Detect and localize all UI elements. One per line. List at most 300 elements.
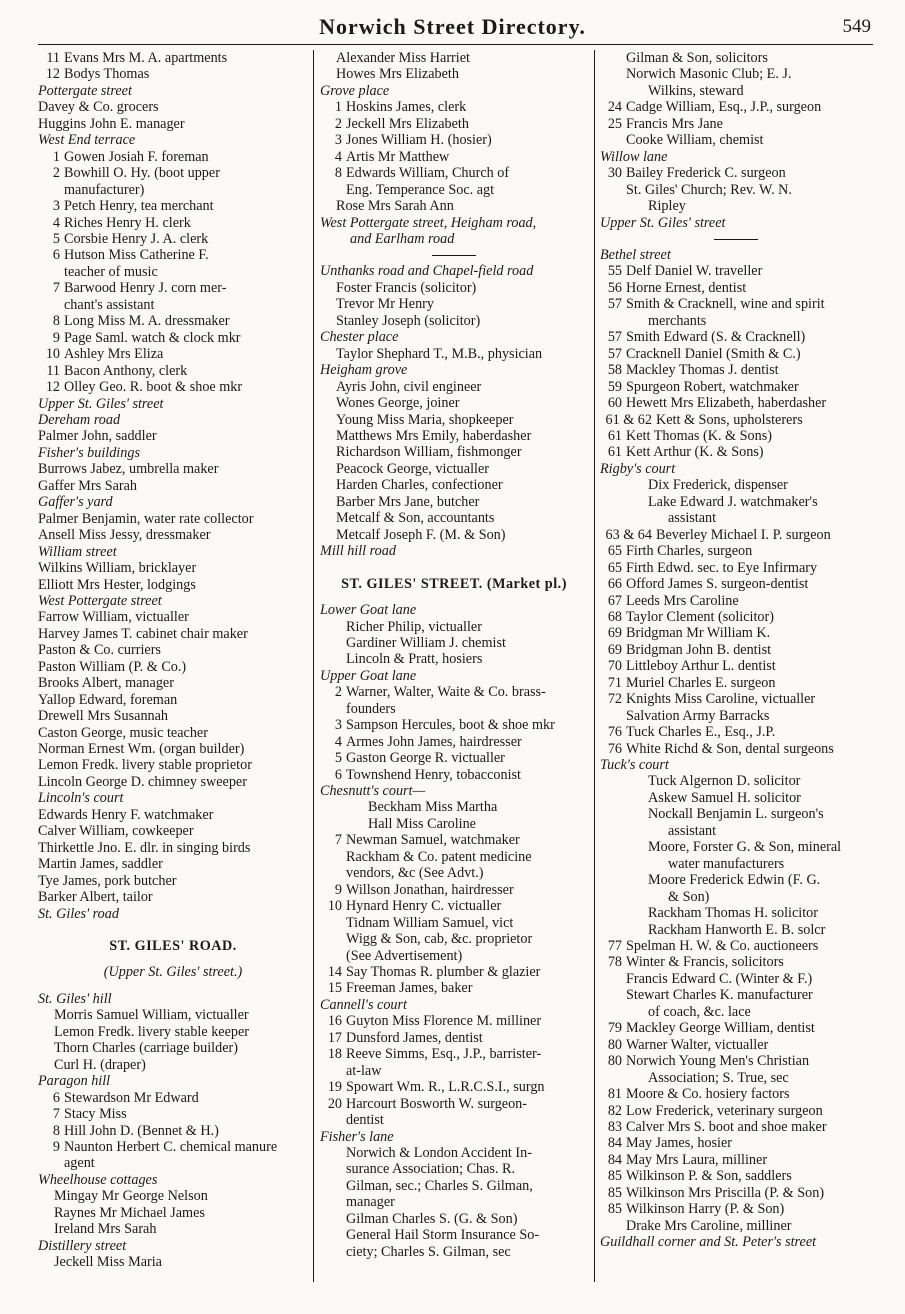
directory-entry xyxy=(600,1086,872,1102)
directory-entry: Edwards Henry F. watchmaker xyxy=(38,806,214,823)
house-number: 8 xyxy=(334,165,342,182)
entry-text: Bailey Frederick C. surgeon xyxy=(626,165,786,182)
directory-entry xyxy=(600,1135,872,1151)
directory-entry xyxy=(320,832,588,848)
directory-entry: Raynes Mr Michael James xyxy=(54,1204,205,1221)
house-number: 9 xyxy=(334,881,342,898)
street-heading: Dereham road xyxy=(38,411,121,428)
page-title: Norwich Street Directory. xyxy=(319,14,586,39)
directory-entry: Stewart Charles K. manufacturer xyxy=(626,987,813,1004)
street-heading: Distillery street xyxy=(38,1237,127,1254)
directory-entry: Palmer Benjamin, water rate collector xyxy=(38,510,254,527)
street-heading: Cannell's court xyxy=(320,996,407,1013)
directory-entry xyxy=(320,750,588,766)
directory-entry: Calver William, cowkeeper xyxy=(38,823,194,840)
house-number: 2 xyxy=(334,115,342,132)
directory-entry xyxy=(320,882,588,898)
house-number: 30 xyxy=(607,165,622,182)
directory-entry: Beckham Miss Martha xyxy=(368,799,498,816)
street-heading: Gaffer's yard xyxy=(38,494,113,511)
entry-text: Reeve Simms, Esq., J.P., barrister- xyxy=(346,1046,542,1063)
house-number: 6 xyxy=(52,1089,60,1106)
house-number: 84 xyxy=(607,1151,622,1168)
street-heading: St. Giles' road xyxy=(38,905,119,922)
house-number: 1 xyxy=(334,99,342,116)
entry-text: Petch Henry, tea merchant xyxy=(64,198,214,215)
house-number: 72 xyxy=(607,691,622,708)
section-rule xyxy=(320,247,588,263)
directory-entry: Stanley Joseph (solicitor) xyxy=(336,312,481,329)
directory-entry: assistant xyxy=(668,510,717,527)
directory-entry xyxy=(600,691,872,707)
directory-entry xyxy=(600,625,872,641)
entry-text: Offord James S. surgeon-dentist xyxy=(626,576,809,593)
entry-text: Smith Edward (S. & Cracknell) xyxy=(626,329,806,346)
directory-entry: Wones George, joiner xyxy=(336,395,460,412)
house-number: 2 xyxy=(334,684,342,701)
directory-entry xyxy=(600,280,872,296)
directory-entry: Rackham & Co. patent medicine xyxy=(346,848,532,865)
spacer xyxy=(320,560,588,576)
column-divider xyxy=(594,50,595,1282)
directory-entry: Ireland Mrs Sarah xyxy=(54,1221,157,1238)
directory-entry xyxy=(600,658,872,674)
street-heading: St. Giles' hill xyxy=(38,990,112,1007)
entry-text: Taylor Clement (solicitor) xyxy=(626,608,774,625)
directory-entry: Association; S. True, sec xyxy=(648,1069,789,1086)
directory-entry: Drake Mrs Caroline, milliner xyxy=(626,1217,792,1234)
directory-entry xyxy=(600,527,872,543)
house-number: 80 xyxy=(607,1053,622,1070)
directory-entry: Harvey James T. cabinet chair maker xyxy=(38,625,248,642)
entry-text: Armes John James, hairdresser xyxy=(346,733,522,750)
house-number: 7 xyxy=(52,280,60,297)
directory-entry: Norman Ernest Wm. (organ builder) xyxy=(38,741,245,758)
entry-text: Winter & Francis, solicitors xyxy=(626,954,784,971)
directory-entry xyxy=(38,149,308,165)
entry-text: Horne Ernest, dentist xyxy=(626,279,747,296)
house-number: 68 xyxy=(607,608,622,625)
directory-entry xyxy=(600,609,872,625)
street-heading: William street xyxy=(38,543,117,560)
directory-entry: at-law xyxy=(346,1062,382,1079)
directory-entry: agent xyxy=(64,1155,95,1172)
house-number: 82 xyxy=(607,1102,622,1119)
house-number: 3 xyxy=(52,198,60,215)
house-number: 25 xyxy=(607,115,622,132)
street-heading: and Earlham road xyxy=(350,230,455,247)
entry-text: Page Saml. watch & clock mkr xyxy=(64,329,241,346)
directory-entry xyxy=(38,50,308,66)
directory-entry: Rackham Thomas H. solicitor xyxy=(648,905,818,922)
directory-entry: Rose Mrs Sarah Ann xyxy=(336,198,454,215)
directory-entry xyxy=(600,1037,872,1053)
house-number: 85 xyxy=(607,1201,622,1218)
directory-entry: Tuck Algernon D. solicitor xyxy=(648,773,801,790)
house-number: 65 xyxy=(607,559,622,576)
directory-entry xyxy=(38,363,308,379)
street-heading: Heigham grove xyxy=(320,362,408,379)
entry-text: Guyton Miss Florence M. milliner xyxy=(346,1013,542,1030)
house-number: 5 xyxy=(334,750,342,767)
house-number: 61 xyxy=(607,444,622,461)
directory-entry xyxy=(38,346,308,362)
house-number: 66 xyxy=(607,576,622,593)
directory-entry: Hall Miss Caroline xyxy=(368,815,476,832)
entry-text: Long Miss M. A. dressmaker xyxy=(64,313,230,330)
directory-entry xyxy=(600,379,872,395)
directory-entry: merchants xyxy=(648,312,707,329)
spacer xyxy=(38,922,308,938)
directory-entry: Gilman & Son, solicitors xyxy=(626,50,768,66)
house-number: 69 xyxy=(607,641,622,658)
house-number: 9 xyxy=(52,1139,60,1155)
house-number: 58 xyxy=(607,362,622,379)
section-heading: ST. GILES' ROAD. xyxy=(109,938,237,955)
directory-entry: chant's assistant xyxy=(64,296,155,313)
entry-text: Kett Thomas (K. & Sons) xyxy=(626,427,772,444)
house-number: 77 xyxy=(607,938,622,955)
directory-entry xyxy=(320,767,588,783)
entry-text: Say Thomas R. plumber & glazier xyxy=(346,964,541,981)
entry-text: Newman Samuel, watchmaker xyxy=(346,832,520,849)
directory-entry xyxy=(600,724,872,740)
directory-entry: Wigg & Son, cab, &c. proprietor xyxy=(346,931,533,948)
directory-entry: Wilkins, steward xyxy=(648,82,744,99)
directory-entry xyxy=(38,1090,308,1106)
directory-entry: Palmer John, saddler xyxy=(38,428,157,445)
entry-text: Barwood Henry J. corn mer- xyxy=(64,280,227,297)
directory-entry xyxy=(320,165,588,181)
entry-text: Bridgman John B. dentist xyxy=(626,641,772,658)
directory-entry xyxy=(600,1119,872,1135)
street-heading: West Pottergate street, Heigham road, xyxy=(320,214,537,231)
entry-text: Moore & Co. hosiery factors xyxy=(626,1086,790,1103)
entry-text: Cadge William, Esq., J.P., surgeon xyxy=(626,99,822,116)
house-number: 12 xyxy=(45,379,60,396)
entry-text: Mackley Thomas J. dentist xyxy=(626,362,779,379)
directory-entry: Nockall Benjamin L. surgeon's xyxy=(648,806,824,823)
house-number: 63 & 64 xyxy=(605,526,652,543)
street-heading: Chester place xyxy=(320,329,399,346)
directory-entry: Lincoln & Pratt, hosiers xyxy=(346,651,483,668)
directory-entry xyxy=(600,741,872,757)
directory-entry: Brooks Albert, manager xyxy=(38,675,174,692)
directory-entry xyxy=(600,116,872,132)
spacer xyxy=(38,981,308,991)
directory-column-1 xyxy=(38,50,308,1310)
directory-entry: Elliott Mrs Hester, lodgings xyxy=(38,576,196,593)
house-number: 12 xyxy=(45,66,60,83)
directory-entry xyxy=(600,1152,872,1168)
house-number: 83 xyxy=(607,1119,622,1135)
directory-entry xyxy=(320,964,588,980)
directory-entry: Davey & Co. grocers xyxy=(38,99,159,116)
directory-entry xyxy=(320,132,588,148)
directory-entry: Martin James, saddler xyxy=(38,856,163,873)
street-heading: Grove place xyxy=(320,82,390,99)
directory-entry xyxy=(600,296,872,312)
entry-text: Dunsford James, dentist xyxy=(346,1029,483,1046)
directory-column-2 xyxy=(320,50,588,1310)
entry-text: Bacon Anthony, clerk xyxy=(64,362,188,379)
directory-entry: Harden Charles, confectioner xyxy=(336,477,503,494)
entry-text: Delf Daniel W. traveller xyxy=(626,263,763,280)
directory-entry xyxy=(38,247,308,263)
house-number: 6 xyxy=(334,766,342,783)
directory-entry xyxy=(600,1185,872,1201)
entry-text: Low Frederick, veterinary surgeon xyxy=(626,1102,823,1119)
entry-text: Hill John D. (Bennet & H.) xyxy=(64,1122,219,1139)
house-number: 67 xyxy=(607,592,622,609)
directory-entry: Ayris John, civil engineer xyxy=(336,378,482,395)
entry-text: Cracknell Daniel (Smith & C.) xyxy=(626,345,801,362)
page-header xyxy=(0,0,905,46)
directory-entry xyxy=(600,362,872,378)
street-heading: Unthanks road and Chapel-field road xyxy=(320,263,534,280)
street-heading: Pottergate street xyxy=(38,82,132,99)
house-number: 3 xyxy=(334,717,342,734)
entry-text: Hutson Miss Catherine F. xyxy=(64,247,209,264)
directory-entry xyxy=(600,560,872,576)
entry-text: Edwards William, Church of xyxy=(346,165,510,182)
house-number: 5 xyxy=(52,230,60,247)
entry-text: Stacy Miss xyxy=(64,1106,127,1123)
directory-entry: Tidnam William Samuel, vict xyxy=(346,914,514,931)
directory-entry xyxy=(600,1020,872,1036)
spacer xyxy=(320,592,588,602)
house-number: 4 xyxy=(52,214,60,231)
directory-entry xyxy=(38,165,308,181)
directory-entry: Paston William (P. & Co.) xyxy=(38,658,187,675)
entry-text: Evans Mrs M. A. apartments xyxy=(64,50,228,66)
entry-text: Hoskins James, clerk xyxy=(346,99,467,116)
house-number: 57 xyxy=(607,329,622,346)
directory-entry xyxy=(38,215,308,231)
directory-entry: Norwich Masonic Club; E. J. xyxy=(626,66,792,83)
house-number: 8 xyxy=(52,313,60,330)
directory-entry: Cooke William, chemist xyxy=(626,132,764,149)
section-heading: ST. GILES' STREET. (Market pl.) xyxy=(341,575,567,592)
house-number: 20 xyxy=(327,1095,342,1112)
house-number: 57 xyxy=(607,296,622,313)
directory-entry: surance Association; Chas. R. xyxy=(346,1161,516,1178)
entry-text: Townshend Henry, tobacconist xyxy=(346,766,521,783)
house-number: 78 xyxy=(607,954,622,971)
house-number: 16 xyxy=(327,1013,342,1030)
street-heading: Paragon hill xyxy=(38,1073,111,1090)
directory-entry: Lake Edward J. watchmaker's xyxy=(648,493,818,510)
house-number: 61 & 62 xyxy=(605,411,652,428)
directory-entry xyxy=(600,263,872,279)
house-number: 69 xyxy=(607,625,622,642)
directory-entry xyxy=(600,642,872,658)
section-subheading: (Upper St. Giles' street.) xyxy=(103,964,243,981)
directory-entry: Drewell Mrs Susannah xyxy=(38,708,169,725)
house-number: 11 xyxy=(46,362,60,379)
directory-entry: Huggins John E. manager xyxy=(38,115,185,132)
entry-text: Stewardson Mr Edward xyxy=(64,1089,199,1106)
directory-entry xyxy=(600,99,872,115)
directory-entry xyxy=(600,938,872,954)
entry-text: Spelman H. W. & Co. auctioneers xyxy=(626,938,819,955)
directory-entry: Foster Francis (solicitor) xyxy=(336,279,477,296)
entry-text: Bodys Thomas xyxy=(64,66,150,83)
directory-entry xyxy=(320,1046,588,1062)
entry-text: Calver Mrs S. boot and shoe maker xyxy=(626,1119,827,1135)
directory-entry xyxy=(38,66,308,82)
directory-entry: Caston George, music teacher xyxy=(38,724,208,741)
entry-text: Freeman James, baker xyxy=(346,980,473,997)
street-heading: Wheelhouse cottages xyxy=(38,1171,158,1188)
entry-text: Wilkinson P. & Son, saddlers xyxy=(626,1168,792,1185)
entry-text: Wilkinson Mrs Priscilla (P. & Son) xyxy=(626,1184,825,1201)
house-number: 81 xyxy=(607,1086,622,1103)
directory-entry xyxy=(320,149,588,165)
street-heading: Fisher's buildings xyxy=(38,444,140,461)
entry-text: Firth Edwd. sec. to Eye Infirmary xyxy=(626,559,818,576)
entry-text: Wilkinson Harry (P. & Son) xyxy=(626,1201,785,1218)
entry-text: Olley Geo. R. boot & shoe mkr xyxy=(64,379,243,396)
directory-entry: Tye James, pork butcher xyxy=(38,872,177,889)
house-number: 84 xyxy=(607,1135,622,1152)
directory-entry: ciety; Charles S. Gilman, sec xyxy=(346,1243,511,1260)
entry-text: Spurgeon Robert, watchmaker xyxy=(626,378,799,395)
directory-entry: of coach, &c. lace xyxy=(648,1003,751,1020)
entry-text: Mackley George William, dentist xyxy=(626,1020,815,1037)
directory-entry: Gaffer Mrs Sarah xyxy=(38,477,138,494)
street-heading: Guildhall corner and St. Peter's street xyxy=(600,1234,817,1251)
street-heading: West End terrace xyxy=(38,132,136,149)
house-number: 55 xyxy=(607,263,622,280)
directory-entry: Moore, Forster G. & Son, mineral xyxy=(648,839,842,856)
directory-entry: Burrows Jabez, umbrella maker xyxy=(38,461,219,478)
entry-text: Firth Charles, surgeon xyxy=(626,543,753,560)
directory-entry xyxy=(600,1103,872,1119)
directory-entry xyxy=(600,1201,872,1217)
directory-entry xyxy=(600,428,872,444)
house-number: 3 xyxy=(334,132,342,149)
directory-entry xyxy=(600,593,872,609)
house-number: 18 xyxy=(327,1046,342,1063)
directory-entry xyxy=(600,543,872,559)
directory-entry: Matthews Mrs Emily, haberdasher xyxy=(336,427,532,444)
entry-text: Artis Mr Matthew xyxy=(346,148,450,165)
house-number: 24 xyxy=(607,99,622,116)
entry-text: Tuck Charles E., Esq., J.P. xyxy=(626,724,776,741)
directory-entry xyxy=(38,198,308,214)
directory-entry: Norwich & London Accident In- xyxy=(346,1145,532,1161)
entry-text: Littleboy Arthur L. dentist xyxy=(626,658,776,675)
column-divider xyxy=(313,50,314,1282)
house-number: 8 xyxy=(52,1122,60,1139)
entry-text: Hynard Henry C. victualler xyxy=(346,898,502,915)
directory-entry: Barker Albert, tailor xyxy=(38,889,153,906)
directory-entry: assistant xyxy=(668,822,717,839)
directory-entry: Trevor Mr Henry xyxy=(336,296,434,313)
directory-entry: Ripley xyxy=(648,198,686,215)
house-number: 85 xyxy=(607,1168,622,1185)
directory-entry: Paston & Co. curriers xyxy=(38,642,161,659)
house-number: 80 xyxy=(607,1036,622,1053)
directory-entry: Young Miss Maria, shopkeeper xyxy=(336,411,514,428)
directory-entry xyxy=(600,395,872,411)
directory-entry xyxy=(600,954,872,970)
house-number: 15 xyxy=(327,980,342,997)
directory-entry: teacher of music xyxy=(64,263,158,280)
directory-entry: manager xyxy=(346,1194,395,1211)
entry-text: Kett Arthur (K. & Sons) xyxy=(626,444,764,461)
directory-column-3 xyxy=(600,50,872,1310)
directory-entry xyxy=(38,1106,308,1122)
directory-entry: Yallop Edward, foreman xyxy=(38,691,178,708)
directory-entry: Mingay Mr George Nelson xyxy=(54,1188,208,1205)
entry-text: Naunton Herbert C. chemical manure xyxy=(64,1139,278,1155)
entry-text: Sampson Hercules, boot & shoe mkr xyxy=(346,717,555,734)
house-number: 71 xyxy=(607,674,622,691)
directory-entry: Farrow William, victualler xyxy=(38,609,189,626)
directory-entry: Gilman, sec.; Charles S. Gilman, xyxy=(346,1177,533,1194)
entry-text: May James, hosier xyxy=(626,1135,732,1152)
directory-entry xyxy=(320,684,588,700)
house-number: 56 xyxy=(607,279,622,296)
directory-entry: Curl H. (draper) xyxy=(54,1056,146,1073)
directory-entry: Thirkettle Jno. E. dlr. in singing birds xyxy=(38,839,251,856)
entry-text: Ashley Mrs Eliza xyxy=(64,346,164,363)
section-rule xyxy=(600,231,872,247)
directory-entry: Lemon Fredk. livery stable proprietor xyxy=(38,757,252,774)
street-heading: West Pottergate street xyxy=(38,592,162,609)
directory-entry xyxy=(320,116,588,132)
directory-entry xyxy=(600,444,872,460)
directory-entry xyxy=(38,330,308,346)
house-number: 2 xyxy=(52,165,60,182)
house-number: 4 xyxy=(334,733,342,750)
entry-text: Beverley Michael I. P. surgeon xyxy=(656,526,831,543)
house-number: 10 xyxy=(327,898,342,915)
house-number: 7 xyxy=(52,1106,60,1123)
house-number: 1 xyxy=(52,148,60,165)
entry-text: Corsbie Henry J. A. clerk xyxy=(64,230,209,247)
street-heading: Upper St. Giles' street xyxy=(600,214,726,231)
entry-text: Riches Henry H. clerk xyxy=(64,214,191,231)
street-heading: Chesnutt's court— xyxy=(320,783,426,800)
street-heading: Bethel street xyxy=(600,246,671,263)
directory-entry: founders xyxy=(346,700,396,717)
street-heading: Lower Goat lane xyxy=(320,602,417,619)
header-rule xyxy=(38,44,873,45)
directory-entry: Gilman Charles S. (G. & Son) xyxy=(346,1210,518,1227)
entry-text: Harcourt Bosworth W. surgeon- xyxy=(346,1095,527,1112)
directory-entry: Alexander Miss Harriet xyxy=(336,50,470,66)
directory-entry: Richardson William, fishmonger xyxy=(336,444,522,461)
directory-entry xyxy=(320,717,588,733)
directory-entry xyxy=(38,313,308,329)
directory-entry: manufacturer) xyxy=(64,181,145,198)
directory-entry: Eng. Temperance Soc. agt xyxy=(346,181,495,198)
directory-entry xyxy=(320,980,588,996)
house-number: 14 xyxy=(327,964,342,981)
street-heading: Tuck's court xyxy=(600,757,669,774)
directory-entry xyxy=(38,1139,308,1155)
house-number: 19 xyxy=(327,1079,342,1096)
directory-entry xyxy=(600,675,872,691)
directory-entry xyxy=(38,231,308,247)
entry-text: Jones William H. (hosier) xyxy=(346,132,492,149)
entry-text: Francis Mrs Jane xyxy=(626,115,723,132)
directory-entry: Wilkins William, bricklayer xyxy=(38,560,197,577)
house-number: 57 xyxy=(607,345,622,362)
